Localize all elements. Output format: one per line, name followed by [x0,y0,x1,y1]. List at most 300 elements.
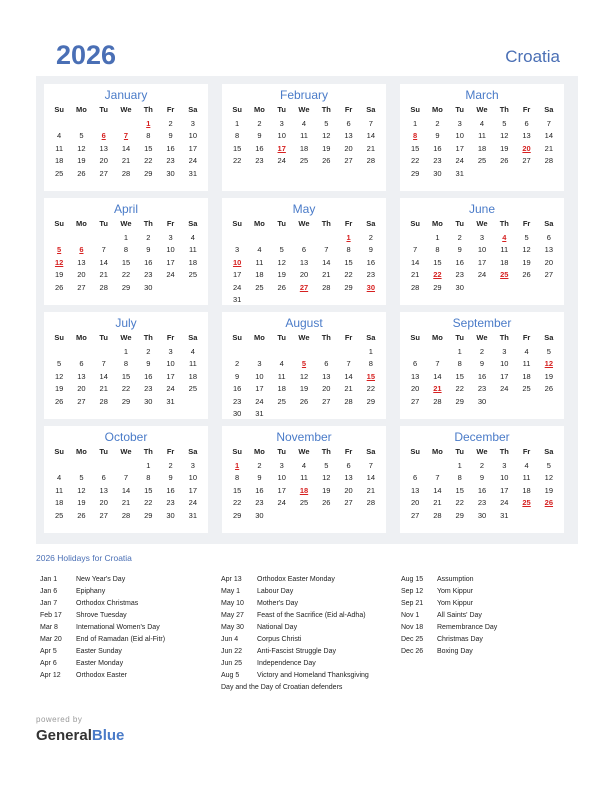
empty-day-cell [70,118,92,130]
holiday-column-2 [221,574,369,694]
weekday-label: We [120,105,132,114]
day-cell: 8 [146,131,151,141]
days-grid [222,232,386,306]
holiday-row [221,658,369,670]
day-cell: 12 [522,245,531,255]
day-cell: 27 [322,396,331,406]
day-cell: 22 [232,156,242,166]
day-cell: 18 [188,371,198,381]
day-cell: 24 [188,156,198,166]
weekday-label: Su [54,105,64,114]
empty-day-cell [315,232,337,244]
day-cell: 13 [344,131,353,141]
day-cell: 13 [99,485,108,495]
day-cell: 21 [410,270,420,280]
holiday-row [221,646,369,658]
day-cell: 16 [366,257,376,267]
weekday-label: Tu [277,219,286,228]
weekday-label: Mo [76,219,87,228]
holiday-name: Easter Sunday [76,648,122,655]
day-cell: 30 [144,396,153,406]
month-november [222,426,386,533]
weekday-label: Fr [344,105,353,114]
weekday-label: Sa [188,219,198,228]
holiday-day-cell: 4 [502,233,507,242]
day-cell: 11 [500,245,509,255]
holiday-date: Nov 18 [401,624,424,631]
day-cell: 23 [366,270,376,280]
day-cell: 17 [500,485,509,495]
day-cell: 17 [166,257,175,267]
day-cell: 30 [255,510,264,520]
empty-day-cell [271,232,293,244]
day-cell: 16 [477,485,487,495]
day-cell: 2 [457,233,462,242]
day-cell: 6 [324,359,329,369]
day-cell: 10 [166,245,175,255]
day-cell: 3 [235,245,240,255]
day-cell: 17 [166,371,175,381]
day-cell: 11 [188,359,197,369]
day-cell: 22 [144,498,153,508]
day-cell: 16 [255,143,264,153]
holiday-row [221,598,369,610]
day-cell: 8 [235,473,240,483]
day-cell: 28 [322,282,331,292]
day-cell: 10 [188,131,198,141]
day-cell: 8 [346,245,351,255]
day-cell: 21 [366,485,376,495]
day-cell: 24 [477,270,487,280]
day-cell: 10 [477,245,487,255]
day-cell: 21 [366,143,376,153]
day-cell: 5 [57,359,62,369]
day-cell: 9 [168,131,173,141]
day-cell: 31 [255,408,264,418]
month-name: March [465,88,499,102]
weekday-header [222,104,386,115]
day-cell: 4 [524,461,529,470]
day-cell: 20 [99,156,108,166]
weekday-label: We [120,219,132,228]
day-cell: 23 [477,498,487,508]
logo-blue: Blue [91,727,125,744]
day-cell: 30 [232,408,242,418]
weekday-label: We [476,219,488,228]
day-cell: 3 [257,359,262,369]
weekday-label: Tu [455,333,464,342]
day-cell: 9 [368,245,373,255]
day-cell: 23 [166,498,175,508]
weekday-label: Mo [432,447,443,456]
day-cell: 26 [277,282,286,292]
day-cell: 16 [433,143,442,153]
weekday-label: Su [232,447,242,456]
holiday-day-cell: 30 [366,282,376,292]
day-cell: 14 [322,257,331,267]
weekday-header [400,332,564,343]
empty-day-cell [93,346,115,358]
day-cell: 9 [479,473,485,483]
holiday-row [221,634,369,646]
day-cell: 5 [546,347,551,356]
day-cell: 15 [433,257,442,267]
weekday-label: Sa [188,105,198,114]
day-cell: 6 [346,119,351,128]
day-cell: 6 [346,461,351,470]
day-cell: 17 [455,143,464,153]
day-cell: 17 [188,485,198,495]
day-cell: 8 [368,359,373,369]
day-cell: 22 [232,498,242,508]
holiday-day-cell: 26 [544,498,554,508]
day-cell: 24 [166,270,175,280]
day-cell: 25 [299,498,309,508]
weekday-label: Sa [544,105,554,114]
day-cell: 12 [77,143,86,153]
empty-day-cell [248,346,270,358]
day-cell: 7 [101,245,106,255]
holiday-row [401,598,497,610]
day-cell: 16 [144,371,153,381]
empty-day-cell [426,460,448,472]
weekday-label: Th [321,447,331,456]
day-cell: 22 [455,498,464,508]
holiday-name: Mother's Day [257,600,299,607]
days-grid [400,118,564,180]
day-cell: 6 [79,359,84,369]
days-grid [44,460,208,522]
holiday-day-cell: 1 [146,119,151,128]
day-cell: 9 [257,473,262,483]
empty-day-cell [271,346,293,358]
day-cell: 22 [121,384,131,394]
day-cell: 15 [232,143,242,153]
holiday-name: Labour Day [257,588,294,595]
day-cell: 6 [413,359,418,369]
day-cell: 24 [500,384,509,394]
holiday-name: Christmas Day [437,636,483,643]
day-cell: 14 [344,371,353,381]
empty-day-cell [48,232,70,244]
weekday-label: Su [54,447,64,456]
day-cell: 2 [479,347,485,356]
weekday-label: Th [499,447,509,456]
day-cell: 1 [123,233,129,242]
day-cell: 18 [255,270,264,280]
days-grid [400,460,564,522]
holiday-date: Jun 4 [221,636,239,643]
empty-day-cell [48,460,70,472]
day-cell: 16 [232,384,242,394]
empty-day-cell [293,346,315,358]
month-name: January [104,88,148,102]
day-cell: 9 [479,359,485,369]
day-cell: 23 [455,270,464,280]
day-cell: 11 [255,257,264,267]
day-cell: 14 [433,485,442,495]
day-cell: 30 [477,396,487,406]
day-cell: 10 [277,131,286,141]
holiday-name-continued: Day and the Day of Croatian defenders [221,684,343,691]
day-cell: 14 [366,131,376,141]
day-cell: 26 [54,282,64,292]
holiday-row [401,574,497,586]
holiday-day-cell: 6 [101,131,106,141]
holiday-row [40,574,165,586]
day-cell: 20 [344,143,353,153]
day-cell: 26 [77,168,86,178]
day-cell: 13 [77,371,86,381]
day-cell: 4 [257,245,262,255]
day-cell: 9 [257,131,262,141]
day-cell: 7 [546,119,551,128]
weekday-label: Fr [166,219,175,228]
weekday-label: Tu [455,105,464,114]
weekday-label: Fr [344,333,353,342]
holiday-name: Anti-Fascist Struggle Day [257,648,336,655]
day-cell: 11 [55,143,64,153]
day-cell: 12 [54,371,64,381]
day-cell: 26 [54,396,64,406]
day-cell: 21 [344,384,353,394]
days-grid [222,460,386,522]
day-cell: 13 [544,245,554,255]
weekday-label: Th [143,219,153,228]
holiday-date: May 27 [221,612,244,619]
holiday-date: May 30 [221,624,244,631]
holiday-name: Orthodox Easter Monday [257,576,335,583]
day-cell: 11 [478,131,486,141]
weekday-label: Tu [277,333,286,342]
holiday-name: Yom Kippur [437,588,473,595]
day-cell: 20 [410,498,420,508]
day-cell: 23 [477,384,487,394]
holiday-name: All Saints' Day [437,612,482,619]
day-cell: 18 [522,371,531,381]
weekday-label: Sa [366,447,376,456]
day-cell: 12 [322,473,331,483]
day-cell: 2 [257,461,262,470]
holiday-name: National Day [257,624,298,631]
day-cell: 25 [299,156,309,166]
day-cell: 29 [433,282,442,292]
day-cell: 15 [121,371,131,381]
month-june [400,198,564,305]
day-cell: 29 [455,396,464,406]
day-cell: 27 [544,270,554,280]
holiday-day-cell: 18 [299,485,309,495]
day-cell: 2 [368,233,373,242]
day-cell: 27 [77,396,86,406]
day-cell: 31 [188,510,198,520]
day-cell: 19 [544,485,554,495]
day-cell: 10 [255,371,264,381]
month-december [400,426,564,533]
day-cell: 8 [123,245,129,255]
weekday-label: Mo [76,447,87,456]
day-cell: 12 [277,257,286,267]
weekday-label: Mo [432,333,443,342]
day-cell: 13 [410,371,420,381]
day-cell: 2 [146,233,151,242]
day-cell: 8 [235,131,240,141]
month-name: May [292,202,316,216]
day-cell: 3 [479,233,485,242]
day-cell: 4 [57,131,62,141]
empty-day-cell [48,118,70,130]
day-cell: 5 [546,461,551,470]
weekday-label: We [298,105,310,114]
day-cell: 1 [368,347,373,356]
holiday-day-cell: 1 [235,461,240,470]
weekday-label: Th [321,219,331,228]
day-cell: 13 [322,371,331,381]
days-grid [44,118,208,180]
day-cell: 24 [188,498,198,508]
holiday-row [401,634,497,646]
day-cell: 4 [190,347,195,356]
month-august [222,312,386,419]
month-september [400,312,564,419]
day-cell: 6 [413,473,418,483]
day-cell: 20 [299,270,309,280]
weekday-label: Mo [254,333,265,342]
day-cell: 2 [435,119,440,128]
day-cell: 14 [121,485,131,495]
day-cell: 22 [344,270,353,280]
holiday-date: May 1 [221,588,241,595]
day-cell: 31 [500,510,509,520]
day-cell: 20 [322,384,331,394]
day-cell: 22 [366,384,376,394]
holiday-day-cell: 21 [433,384,442,394]
empty-day-cell [70,232,92,244]
day-cell: 11 [300,131,308,141]
day-cell: 17 [477,257,487,267]
empty-day-cell [293,232,315,244]
year-title: 2026 [56,40,117,70]
holiday-date: Jun 25 [221,660,243,667]
weekday-label: Tu [455,447,464,456]
weekday-label: Tu [99,333,108,342]
day-cell: 28 [99,282,108,292]
day-cell: 9 [146,359,151,369]
holiday-date: Jun 22 [221,648,243,655]
month-april [44,198,208,305]
day-cell: 3 [279,461,284,470]
weekday-label: Su [410,333,420,342]
day-cell: 22 [410,156,420,166]
day-cell: 7 [435,359,440,369]
day-cell: 12 [500,131,509,141]
weekday-header [44,446,208,457]
day-cell: 26 [522,270,531,280]
day-cell: 31 [166,396,175,406]
day-cell: 21 [99,384,108,394]
holiday-date: Dec 25 [401,636,424,643]
holiday-name: International Women's Day [76,624,160,631]
day-cell: 5 [279,245,284,255]
day-cell: 16 [166,143,175,153]
weekday-label: Tu [277,447,286,456]
weekday-label: Mo [254,219,265,228]
day-cell: 12 [77,485,86,495]
holiday-row [40,610,165,622]
day-cell: 29 [144,510,153,520]
day-cell: 5 [79,131,84,141]
weekday-label: Fr [166,105,175,114]
holiday-row [40,598,165,610]
day-cell: 2 [168,119,173,128]
day-cell: 7 [101,359,106,369]
day-cell: 16 [255,485,264,495]
holiday-day-cell: 27 [299,282,309,292]
day-cell: 20 [77,270,86,280]
day-cell: 29 [232,510,242,520]
day-cell: 28 [433,396,442,406]
day-cell: 20 [544,257,554,267]
holiday-day-cell: 6 [79,245,84,255]
holiday-date: Apr 13 [221,576,242,583]
days-grid [400,232,564,294]
day-cell: 27 [344,498,353,508]
day-cell: 5 [324,119,329,128]
weekday-label: We [120,333,132,342]
day-cell: 19 [77,498,86,508]
holiday-day-cell: 7 [123,131,129,141]
day-cell: 18 [54,156,64,166]
empty-day-cell [248,232,270,244]
day-cell: 23 [255,498,264,508]
generalblue-logo[interactable] [36,727,124,744]
day-cell: 31 [188,168,198,178]
weekday-label: We [298,333,310,342]
holiday-row [221,610,369,622]
weekday-label: Su [54,333,64,342]
day-cell: 23 [433,156,442,166]
day-cell: 8 [123,359,129,369]
day-cell: 24 [166,384,175,394]
weekday-label: Su [232,333,242,342]
empty-day-cell [93,460,115,472]
day-cell: 15 [455,485,464,495]
empty-day-cell [115,118,137,130]
holiday-name: Corpus Christi [257,636,302,643]
day-cell: 10 [500,359,509,369]
day-cell: 17 [255,384,264,394]
day-cell: 19 [322,143,331,153]
day-cell: 8 [435,245,440,255]
day-cell: 7 [368,461,373,470]
days-grid [44,232,208,294]
day-cell: 15 [232,485,242,495]
day-cell: 26 [299,396,309,406]
day-cell: 24 [500,498,509,508]
day-cell: 31 [232,294,242,304]
holiday-date: Aug 5 [221,672,240,679]
day-cell: 24 [255,396,264,406]
day-cell: 4 [57,473,62,483]
day-cell: 16 [166,485,175,495]
holiday-row [401,610,497,622]
day-cell: 12 [322,131,331,141]
month-name: December [454,430,510,444]
day-cell: 25 [522,384,531,394]
day-cell: 3 [502,461,507,470]
day-cell: 14 [99,257,108,267]
day-cell: 3 [190,461,195,470]
